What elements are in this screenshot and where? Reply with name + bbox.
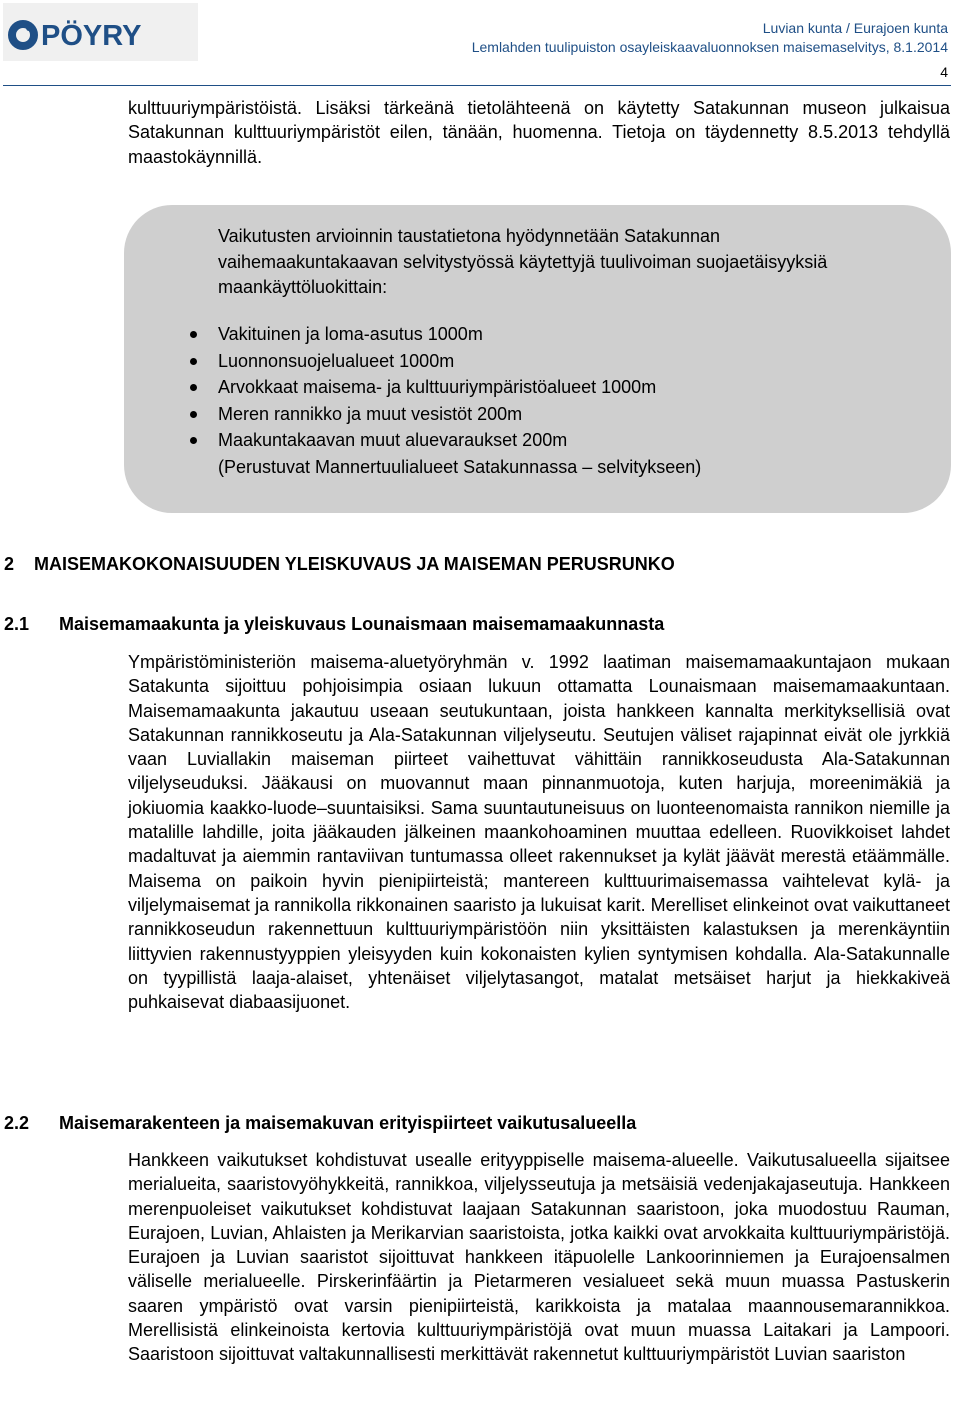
info-box-note: (Perustuvat Mannertuulialueet Satakunnassa – selvitykseen) xyxy=(218,456,702,477)
intro-paragraph: kulttuuriympäristöistä. Lisäksi tärkeänä tietolähteenä on käytetty Satakunnan museon julkaisua Satakunnan kulttuuriympäristöt eilen, tänään, huomenna. Tietoja on täydennetty 8.5.2013 tehdyllä maastokäynnillä. xyxy=(128,98,950,167)
list-item: Arvokkaat maisema- ja kulttuuriympäristöalueet 1000m xyxy=(218,374,701,401)
list-item: Luonnonsuojelualueet 1000m xyxy=(218,348,701,375)
section-2-2-title: Maisemarakenteen ja maisemakuvan erityispiirteet vaikutusalueella xyxy=(59,1113,637,1133)
header-report-title: Lemlahden tuulipuiston osayleiskaavaluonnoksen maisemaselvitys, 8.1.2014 xyxy=(471,39,948,55)
section-2-1-title: Maisemamaakunta ja yleiskuvaus Lounaismaan maisemamaakunnasta xyxy=(59,614,665,634)
header-client: Luvian kunta / Eurajoen kunta xyxy=(762,20,948,36)
poyry-logo-mark xyxy=(3,3,198,61)
list-item: Maakuntakaavan muut aluevaraukset 200m xyxy=(218,427,701,454)
page-number: 4 xyxy=(940,64,948,80)
bullet-icon xyxy=(190,331,197,338)
section-2-2-number: 2.2 xyxy=(4,1113,30,1133)
section-2-heading xyxy=(4,553,675,575)
section-2-2-heading xyxy=(4,1112,636,1134)
list-item: Meren rannikko ja muut vesistöt 200m xyxy=(218,401,701,428)
poyry-logo xyxy=(3,3,198,61)
list-item: Vakituinen ja loma-asutus 1000m xyxy=(218,321,701,348)
logo-wordmark: PÖYRY xyxy=(41,20,142,52)
bullet-icon xyxy=(190,384,197,391)
section-2-number: 2 xyxy=(4,554,15,574)
info-box-list xyxy=(218,321,701,480)
section-2-1-heading xyxy=(4,613,664,635)
bullet-icon xyxy=(190,411,197,418)
header-rule xyxy=(3,85,951,86)
bullet-icon xyxy=(190,437,197,444)
section-2-2-body: Hankkeen vaikutukset kohdistuvat usealle erityyppiselle maisema-alueelle. Vaikutusalueella sijaitsee merialueita, saaristovyöhykkeitä, rannikkoa, viljelysseutuja ja metsäisiä vedenjakajaseutuja. Hankkeen merenpuoleiset vaikutukset kohdistuvat laajaan Satakunnan saaristoon, joka muodostuu Rauman, Eurajoen, Luvian, Ahlaisten ja Merikarvian saaristoista, jotka kaikki ovat arvokkaita kulttuuriympäristöjä. Eurajoen ja Luvian saaristot sijoittuvat hankkeen itäpuolelle Lankoorinniemen ja Eurajoensalmen väliselle merialueelle. Pirskerinfäärtin ja Pietarmeren vesialueet sekä muun muassa Pastuskerin saaren ympäristö ovat varsin pienipiirteistä, karikkoista ja matalaa maannousemarannikkoa. Merellisistä elinkeinoista kertovia kulttuuriympäristöjä ovat muun muassa Laitakari ja Lampoori. Saaristoon sijoittuvat valtakunnallisesti merkittävät rakennetut kulttuuriympäristöt Luvian saariston xyxy=(128,1150,950,1365)
section-2-1-number: 2.1 xyxy=(4,614,30,634)
section-2-1-body: Ympäristöministeriön maisema-aluetyöryhmän v. 1992 laatiman maisemamaakuntajaon mukaan Satakunta sijoittuu pohjoisimpia osiaan lukuun ottamatta Lounaismaan maisemamaakuntaan. Maisemamaakunta jakautuu useaan seutukuntaan, joista hankkeen kannalta merkityksellisiä ovat Satakunnan rannikkoseutu ja Ala-Satakunnan viljelyseutu. Seutujen väliset rajapinnat eivät ole jyrkkiä vaan Luviallakin maiseman piirteet vaihettuvat vähittäin rannikkoseudusta Ala-Satakunnan viljelyseuduksi. Jääkausi on muovannut maan pinnanmuotoja, kuten harjuja, moreenimäkiä ja jokiuomia kaakko-luode–suuntaisiksi. Sama suuntautuneisuus on luonteenomaista rannikon niemille ja matalille lahdille, joita jääkauden jälkeinen maankohoaminen muuttaa edelleen. Ruovikkoiset lahdet madaltuvat ja aiemmin rantaviivan tuntumassa olleet rakennukset ja kylät jäävät merestä etäämmälle. Maisema on paikoin hyvin pienipiirteistä; mantereen kulttuurimaisemassa vaihtelevat kylä- ja viljelymaisemat ja rannikolla rikkonainen saaristo ja lukuisat karit. Merelliset elinkeinot ovat vaikuttaneet rannikkoseudun rakennettuun kulttuuriympäristöön niin yksittäisten kalastuksen ja merenkäyntiin liittyvien rakennustyyppien yleisyyden kuin kokonaisten kylien syntymisen kohdalla. Ala-Satakunnalle on tyypillistä laaja-alaiset, yhtenäiset viljelytasangot, matalat metsäiset harjut ja hiekkakiveä puhkaisevat diabaasijuonet. xyxy=(128,652,950,1013)
bullet-icon xyxy=(190,358,197,365)
section-2-title: MAISEMAKOKONAISUUDEN YLEISKUVAUS JA MAISEMAN PERUSRUNKO xyxy=(34,554,675,574)
info-box-intro: Vaikutusten arvioinnin taustatietona hyödynnetään Satakunnan vaihemaakuntakaavan selvitystyössä käytettyjä tuulivoiman suojaetäisyyksiä maankäyttöluokittain: xyxy=(218,226,828,297)
